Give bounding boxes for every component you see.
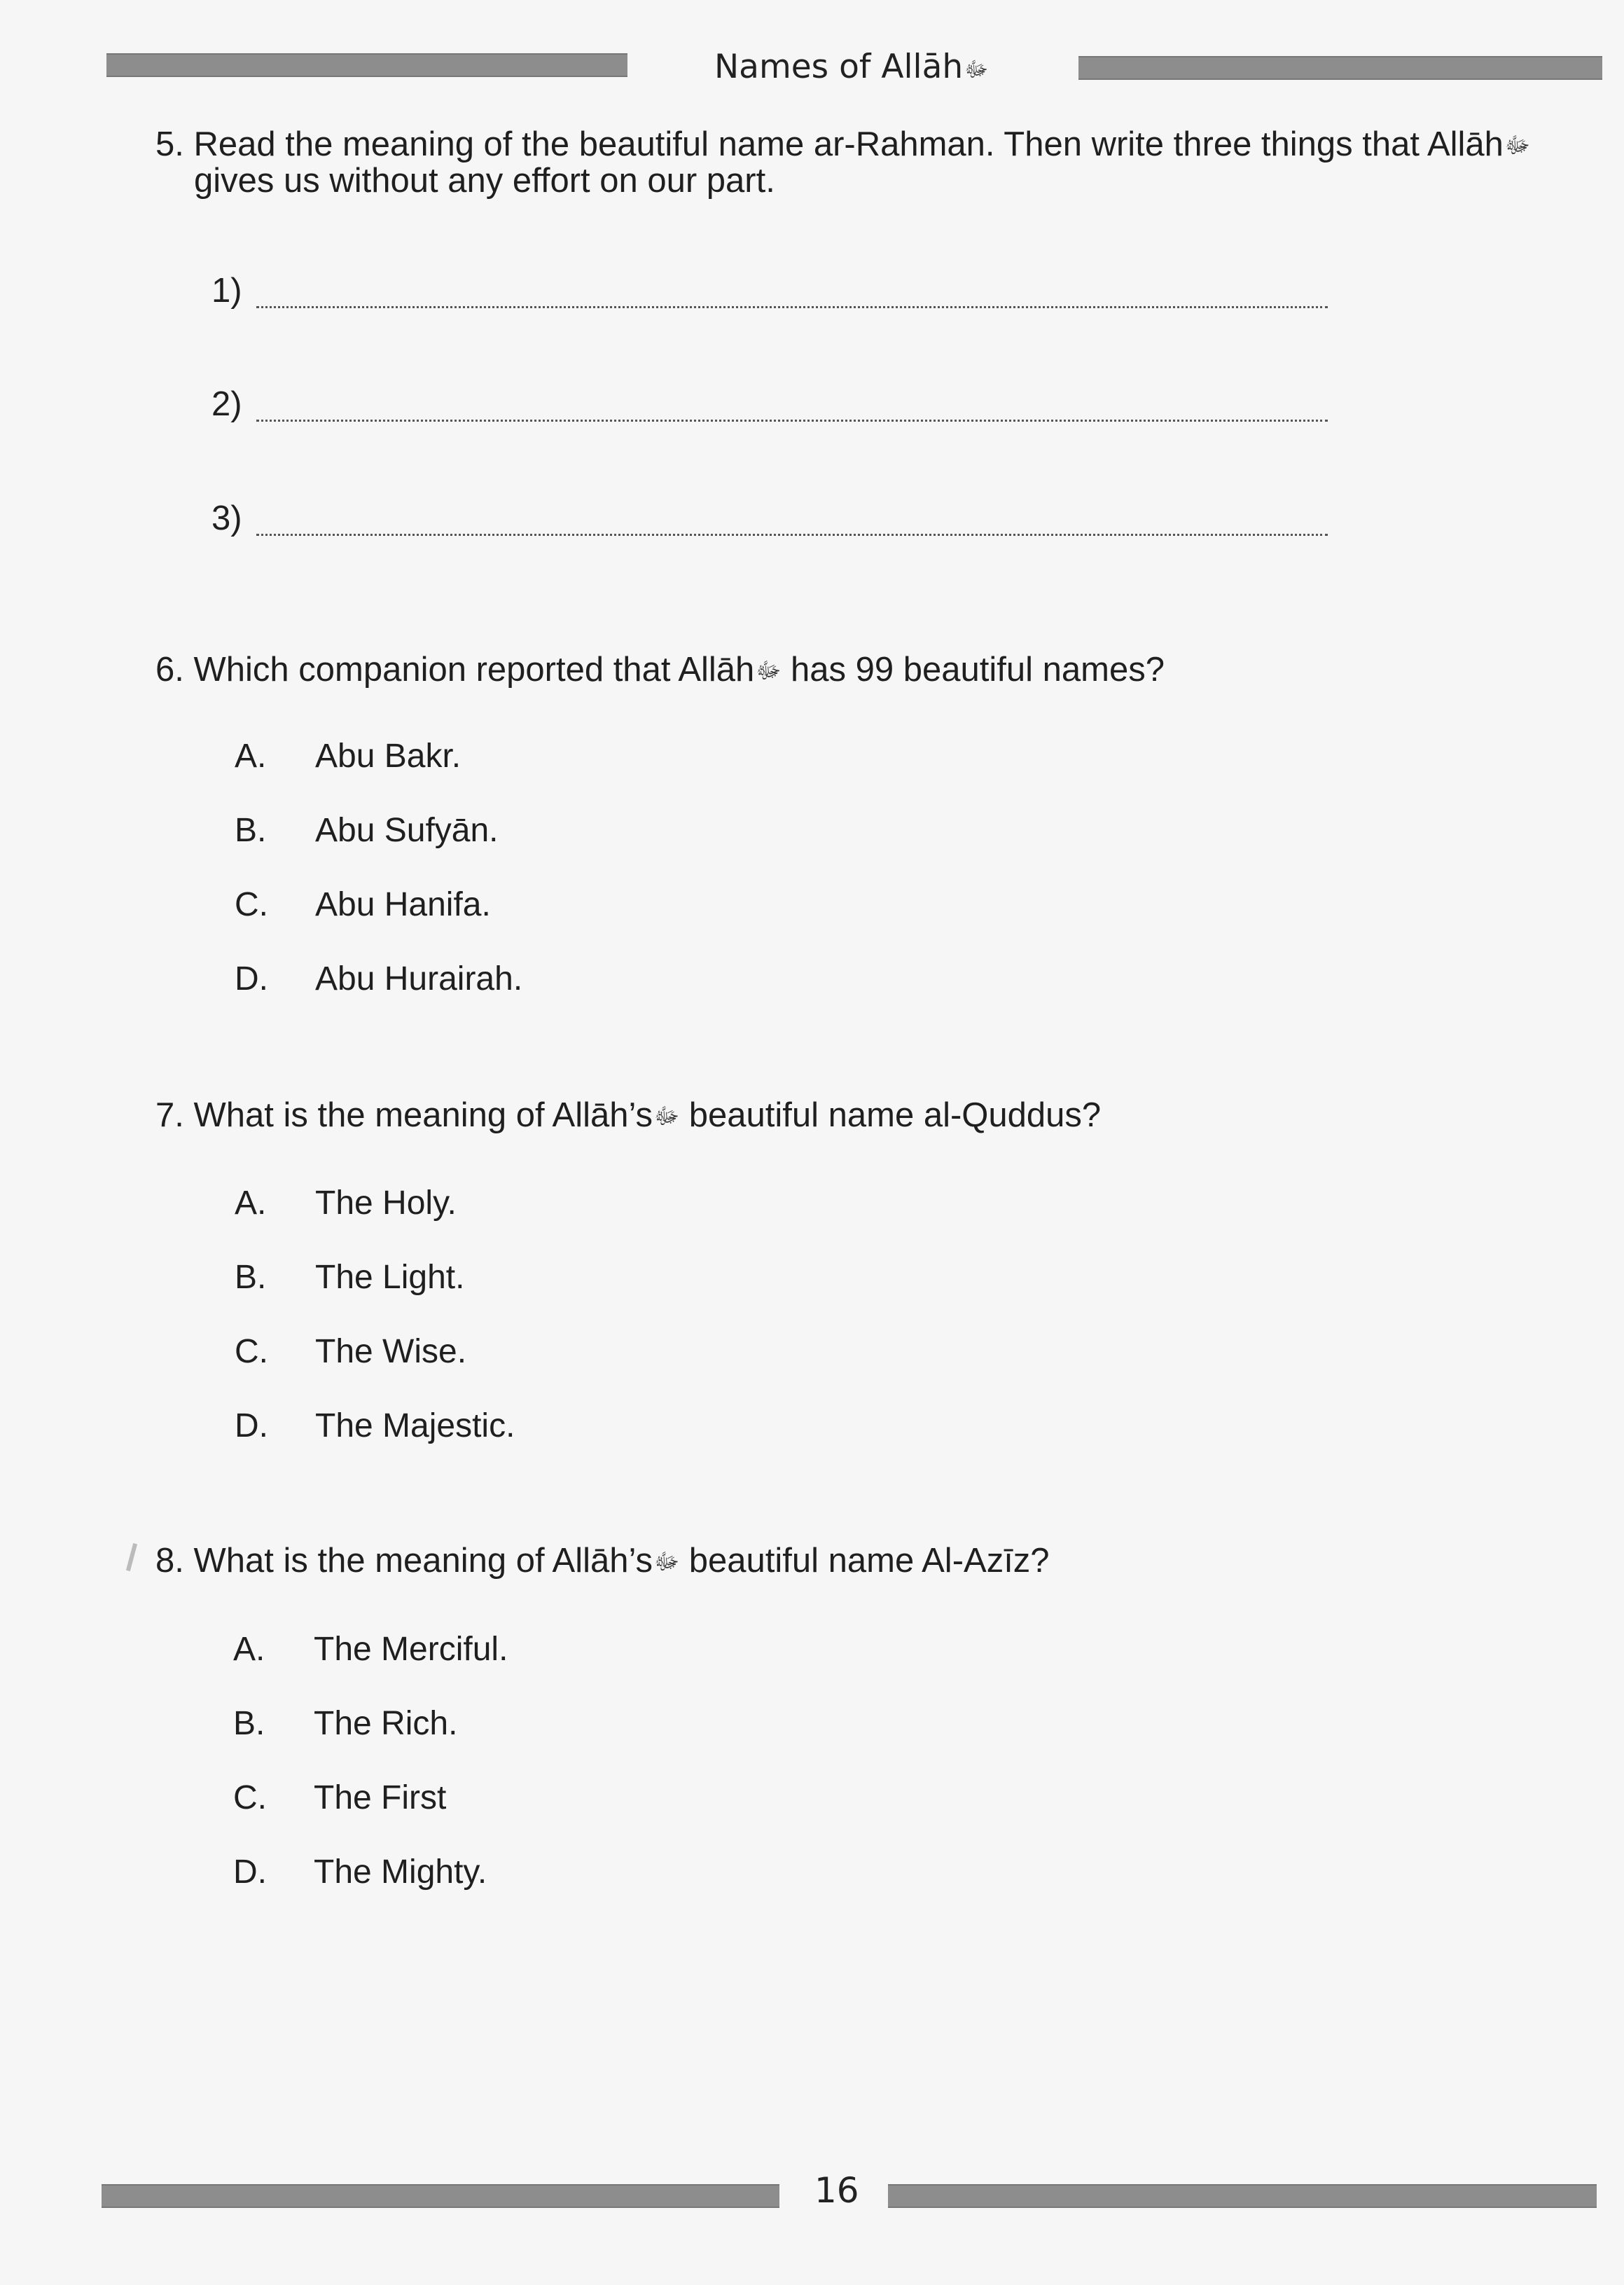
question-text-end: beautiful name al-Quddus? [679,1096,1102,1134]
option-letter: A. [235,738,267,775]
option-text: The Rich. [314,1705,458,1742]
header-bar-right [1078,56,1602,80]
option-text: The Majestic. [315,1407,515,1444]
option-text: Abu Sufyān. [315,812,499,849]
honorific-seal-icon: ﷻ [654,1549,680,1574]
question-number: 7. [155,1096,184,1134]
option-letter: B. [233,1705,265,1742]
answer-number: 3) [211,499,242,537]
option-text: Abu Bakr. [315,738,461,775]
option-letter: A. [235,1185,267,1222]
option-letter: C. [233,1779,267,1816]
question-7 [155,1096,1101,1135]
question-8 [155,1541,1050,1581]
question-text: Read the meaning of the beautiful name ar-Rahman. Then write three things that Allāh [193,125,1504,163]
question-number: 5. [155,125,184,163]
honorific-seal-icon: ﷻ [1504,132,1531,158]
option-text: The Light. [315,1259,465,1296]
honorific-seal-icon: ﷻ [654,1103,680,1128]
question-number: 6. [155,651,184,689]
page-number: 16 [814,2170,859,2211]
option-text: The First [314,1779,447,1816]
question-text: What is the meaning of Allāh’s [193,1542,653,1580]
dotted-write-line [256,420,1328,422]
honorific-seal-icon: ﷻ [964,57,989,82]
question-number: 8. [155,1542,184,1580]
dotted-write-line [256,306,1328,308]
footer-bar-left [102,2184,779,2208]
answer-number: 2) [211,385,242,423]
question-6 [155,650,1165,690]
option-letter: D. [233,1853,267,1891]
option-letter: B. [235,812,267,849]
footer-bar-right [888,2184,1597,2208]
option-letter: D. [235,960,268,997]
question-text-end: beautiful name Al-Azīz? [679,1542,1050,1580]
option-text: Abu Hurairah. [315,960,523,997]
question-text: What is the meaning of Allāh’s [193,1096,653,1134]
question-text: Which companion reported that Allāh [193,651,755,689]
pencil-mark [126,1543,137,1571]
header-bar-left [106,53,627,77]
answer-number: 1) [211,272,242,310]
question-text-end: has 99 beautiful names? [781,651,1165,689]
honorific-seal-icon: ﷻ [756,658,782,683]
option-text: The Wise. [315,1333,467,1370]
dotted-write-line [256,534,1328,536]
option-letter: D. [235,1407,268,1444]
option-text: The Merciful. [314,1631,508,1668]
option-text: Abu Hanifa. [315,886,491,923]
option-letter: C. [235,886,268,923]
question-5-line-2: gives us without any effort on our part. [194,162,775,200]
option-letter: A. [233,1631,265,1668]
question-5 [155,125,1530,165]
option-text: The Holy. [315,1185,457,1222]
option-letter: B. [235,1259,267,1296]
option-letter: C. [235,1333,268,1370]
option-text: The Mighty. [314,1853,487,1891]
page-header-title: Names of Allāhﷻ [714,48,989,86]
